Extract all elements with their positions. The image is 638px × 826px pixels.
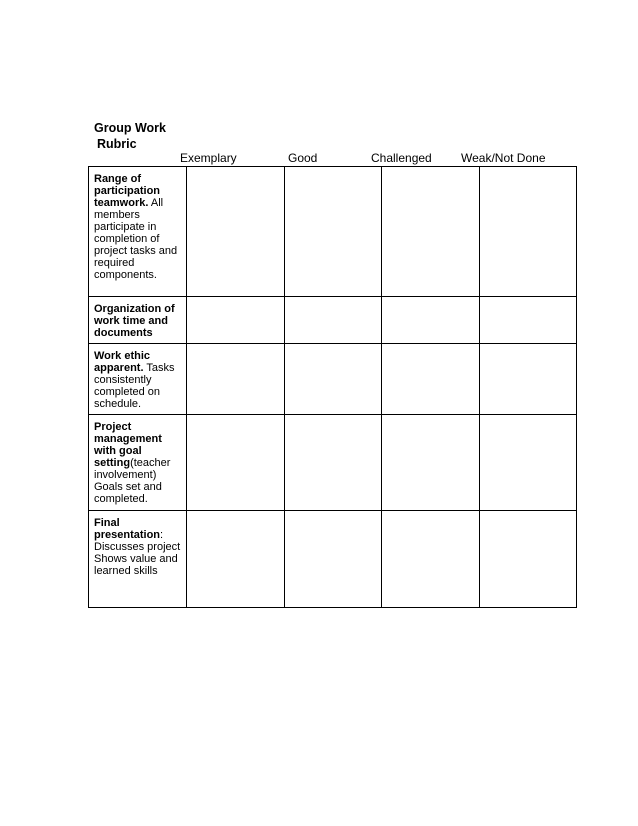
score-cell[interactable] [284,511,382,608]
score-cell[interactable] [187,415,285,511]
score-cell[interactable] [382,297,480,344]
column-header-exemplary: Exemplary [180,151,237,165]
criterion-title: Project management with goal setting [94,421,162,469]
score-cell[interactable] [479,167,577,297]
score-cell[interactable] [187,511,285,608]
rubric-title [94,120,214,152]
column-headers [0,151,638,167]
table-row [89,415,577,511]
criterion-description: All members participate in completion of project tasks and required components. [94,197,178,281]
score-cell[interactable] [382,167,480,297]
criterion-title: Work ethic apparent. [94,350,151,374]
criterion-title: Organization of work time and documents [94,303,175,339]
score-cell[interactable] [284,344,382,415]
title-line-1: Group Work [94,121,166,135]
score-cell[interactable] [284,415,382,511]
criterion-cell [89,167,187,297]
score-cell[interactable] [187,344,285,415]
criterion-cell [89,344,187,415]
score-cell[interactable] [187,167,285,297]
table-row [89,344,577,415]
score-cell[interactable] [382,344,480,415]
criterion-description: : Discusses project Shows value and learned skills [94,529,181,577]
score-cell[interactable] [479,511,577,608]
score-cell[interactable] [382,415,480,511]
column-header-good: Good [288,151,318,165]
table-row [89,511,577,608]
criterion-title: Range of participation teamwork. [94,173,161,209]
column-header-challenged: Challenged [371,151,432,165]
score-cell[interactable] [284,297,382,344]
score-cell[interactable] [187,297,285,344]
criterion-cell [89,297,187,344]
table-row [89,297,577,344]
title-line-2: Rubric [97,137,137,151]
score-cell[interactable] [479,344,577,415]
criterion-title: Final presentation [94,517,161,541]
criterion-cell [89,415,187,511]
score-cell[interactable] [284,167,382,297]
criterion-cell [89,511,187,608]
criterion-description: Tasks consistently completed on schedule. [94,362,175,410]
score-cell[interactable] [479,415,577,511]
column-header-weak-not-done: Weak/Not Done [461,151,546,165]
criterion-description: (teacher involvement) Goals set and completed. [94,457,171,505]
score-cell[interactable] [382,511,480,608]
rubric-table [88,166,577,608]
score-cell[interactable] [479,297,577,344]
table-row [89,167,577,297]
